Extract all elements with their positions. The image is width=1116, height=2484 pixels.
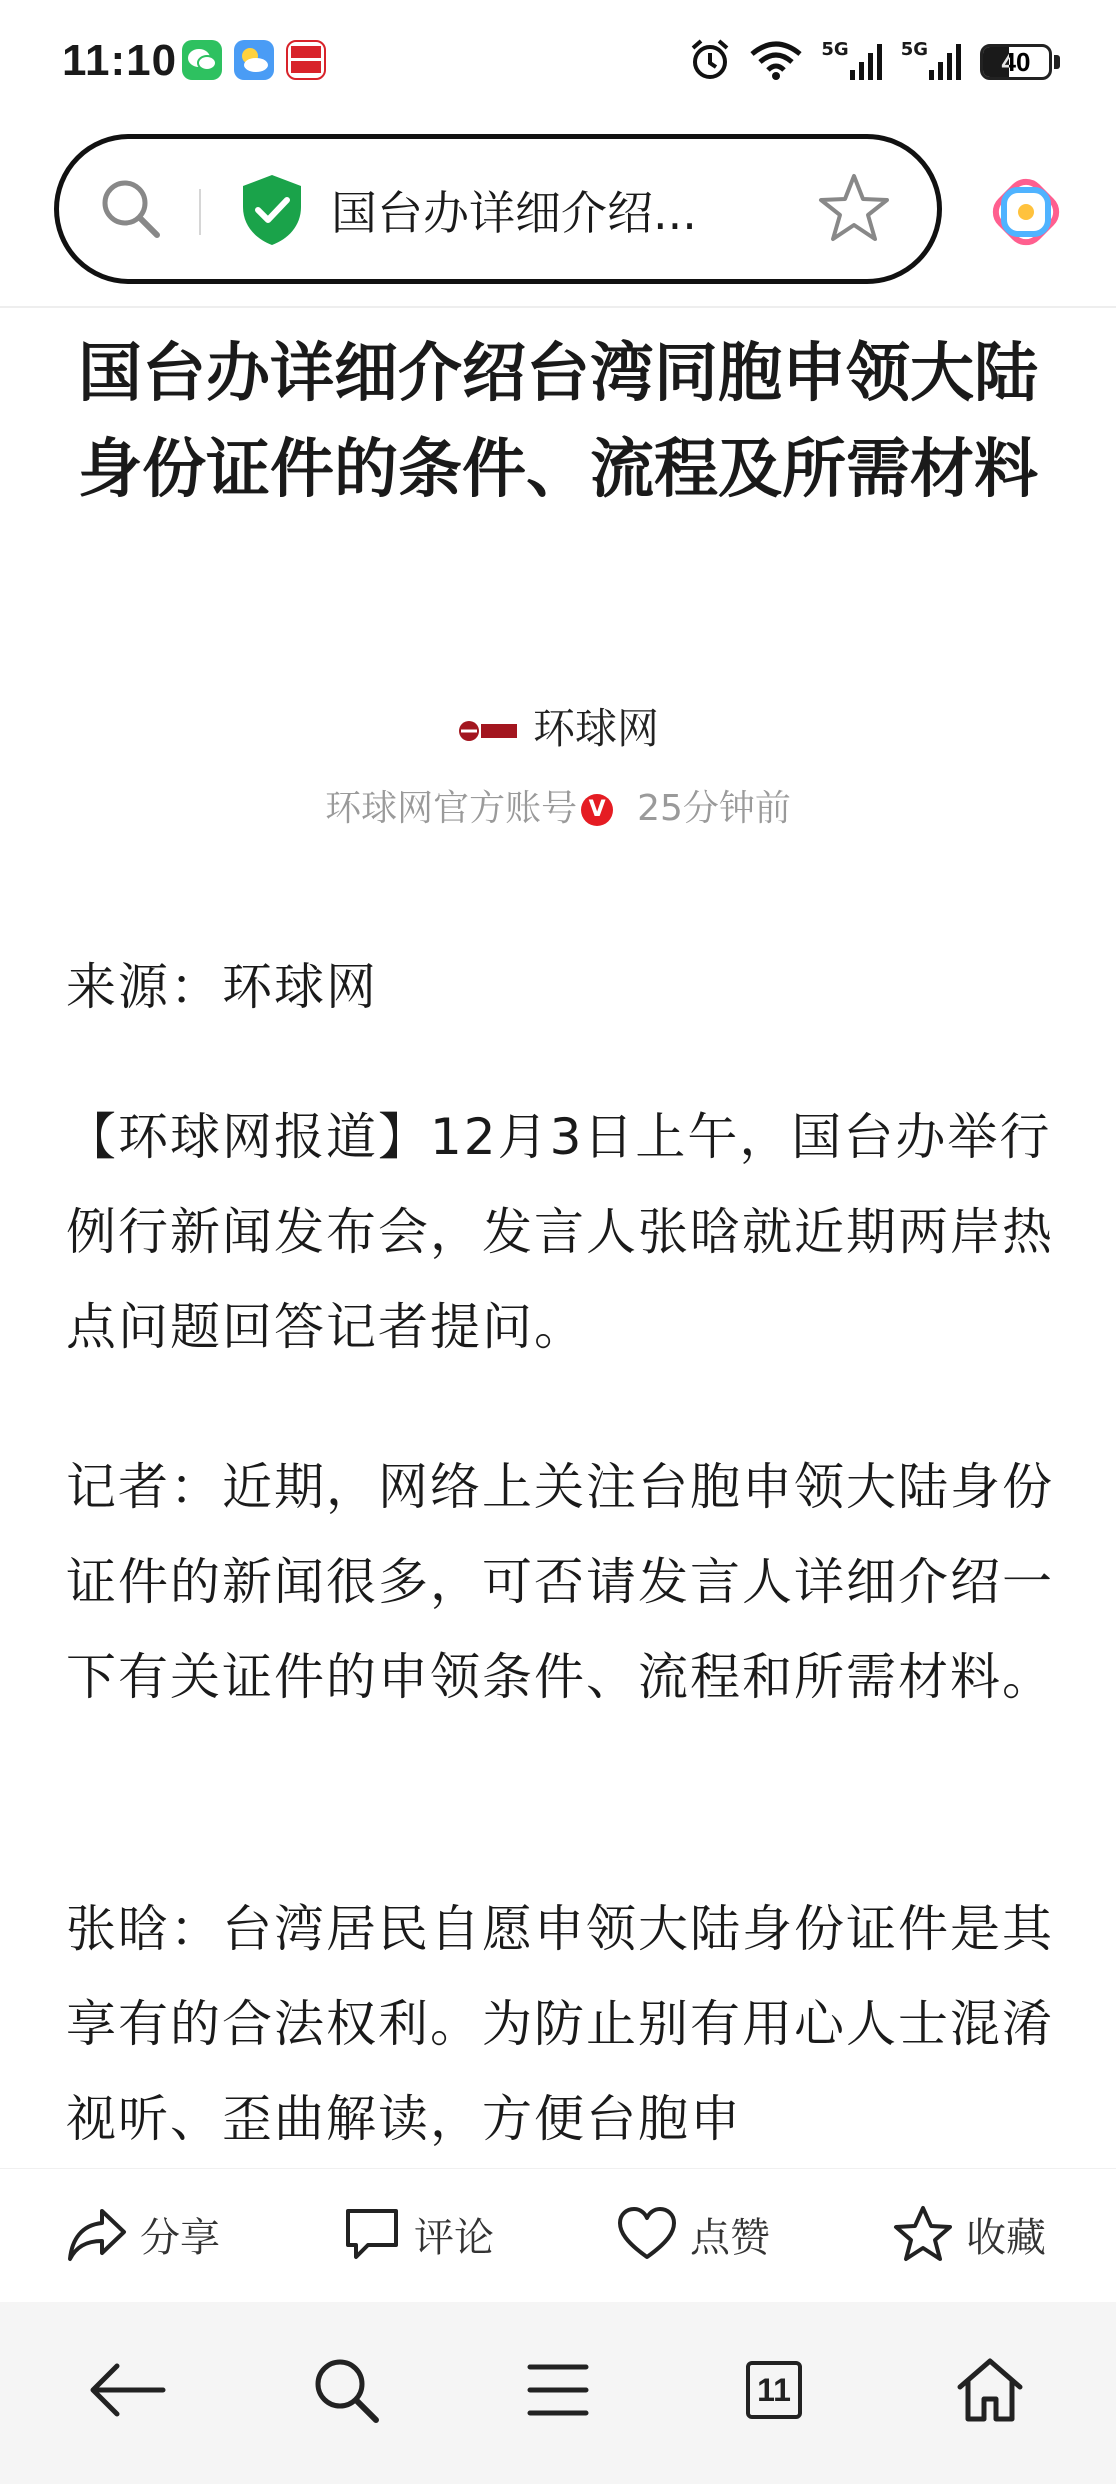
search-icon xyxy=(310,2354,382,2426)
like-label[interactable]: 点赞 xyxy=(690,2214,770,2261)
huanqiu-logo xyxy=(457,707,519,756)
paragraph-answer: 张晗：台湾居民自愿申领大陆身份证件是其享有的合法权利。为防止别有用心人士混淆视听、歪曲解读，方便台胞申 xyxy=(66,1900,1054,2148)
share-label[interactable]: 分享 xyxy=(140,2214,220,2261)
network-type-2: 5G xyxy=(900,39,928,60)
heart-icon xyxy=(616,2205,678,2263)
nav-search-button[interactable] xyxy=(306,2350,386,2430)
tabs-button[interactable] xyxy=(734,2350,814,2430)
signal-2 xyxy=(900,39,962,82)
ai-assistant-icon[interactable] xyxy=(990,176,1062,252)
address-title[interactable]: 国台办详细介绍... xyxy=(331,186,697,240)
share-icon xyxy=(66,2205,128,2263)
home-icon xyxy=(954,2355,1026,2425)
favorite-star-icon xyxy=(892,2204,954,2264)
meta-line xyxy=(0,780,1116,831)
account-label: 环球网官方账号 xyxy=(325,788,578,829)
paragraph-intro: 【环球网报道】12月3日上午，国台办举行例行新闻发布会，发言人张晗就近期两岸热点问题回答记者提问。 xyxy=(66,1108,1054,1356)
search-icon[interactable] xyxy=(95,173,167,249)
source-name[interactable]: 环球网 xyxy=(532,704,659,753)
network-type-1: 5G xyxy=(821,39,849,60)
address-bar[interactable] xyxy=(54,134,942,284)
signal-1 xyxy=(821,39,882,82)
signal-bars-icon xyxy=(928,42,962,82)
battery-tip xyxy=(1054,55,1060,69)
address-divider xyxy=(199,189,201,235)
back-arrow-icon xyxy=(89,2360,167,2420)
share-button[interactable] xyxy=(66,2199,220,2269)
shield-check-icon[interactable] xyxy=(239,173,305,251)
comment-button[interactable] xyxy=(342,2199,494,2269)
battery-icon xyxy=(980,44,1052,80)
tab-count-icon[interactable]: 11 xyxy=(746,2361,802,2419)
zhaoshang-securities-icon xyxy=(286,40,326,80)
verified-badge: V xyxy=(581,794,613,826)
bookmark-star-icon[interactable] xyxy=(817,171,891,249)
comment-label[interactable]: 评论 xyxy=(414,2214,494,2261)
favorite-button[interactable] xyxy=(892,2199,1046,2269)
menu-icon xyxy=(526,2361,590,2419)
status-time: 11:10 xyxy=(62,36,178,85)
alarm-icon xyxy=(689,38,731,86)
wechat-icon xyxy=(182,40,222,80)
paragraph-question: 记者：近期，网络上关注台胞申领大陆身份证件的新闻很多，可否请发言人详细介绍一下有关证件的申领条件、流程和所需材料。 xyxy=(66,1458,1054,1706)
status-indicators xyxy=(689,34,1060,90)
back-button[interactable] xyxy=(88,2350,168,2430)
signal-bars-icon xyxy=(849,42,883,82)
action-bar xyxy=(0,2168,1116,2303)
wifi-icon xyxy=(749,40,803,84)
favorite-label[interactable]: 收藏 xyxy=(966,2214,1046,2261)
like-button[interactable] xyxy=(616,2199,770,2269)
weather-icon xyxy=(234,40,274,80)
menu-button[interactable] xyxy=(518,2350,598,2430)
article-title: 国台办详细介绍台湾同胞申领大陆身份证件的条件、流程及所需材料 xyxy=(78,337,1038,507)
home-button[interactable] xyxy=(950,2350,1030,2430)
battery-level: 40 xyxy=(1001,47,1031,77)
source-line[interactable] xyxy=(0,696,1116,756)
publish-time: 25分钟前 xyxy=(637,788,791,829)
paragraph-source: 来源：环球网 xyxy=(66,958,378,1016)
bottom-nav-bar xyxy=(0,2302,1116,2484)
status-bar xyxy=(0,0,1116,120)
header-divider xyxy=(0,306,1116,308)
comment-icon xyxy=(342,2205,402,2263)
